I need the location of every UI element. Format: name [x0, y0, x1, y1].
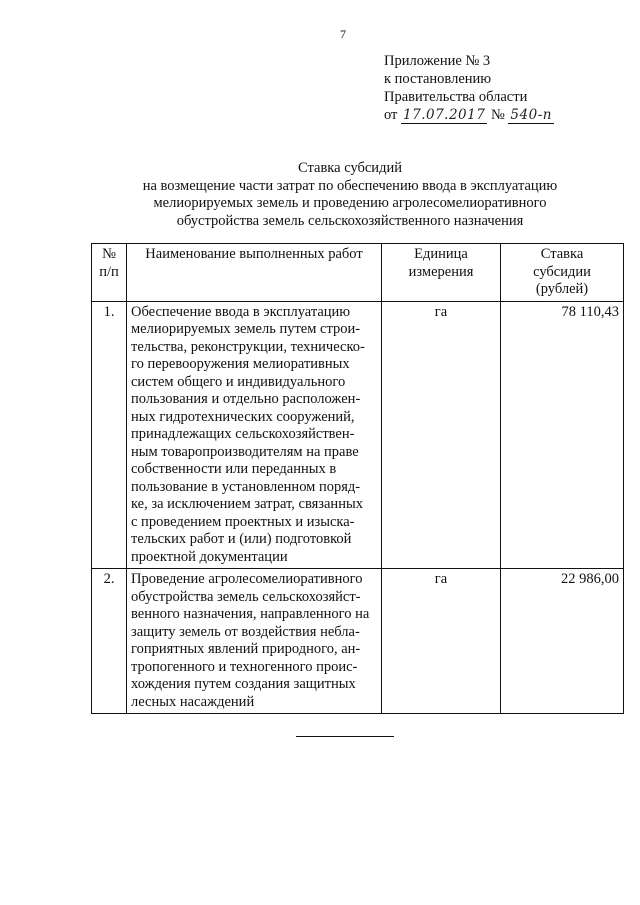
row-text-line: с проведением проектных и изыска- — [131, 513, 355, 530]
row-rate: 22 986,00 — [501, 569, 624, 714]
appendix-resolution-label: к постановлению — [384, 71, 492, 87]
row-text-line: собственности или переданных в — [131, 461, 337, 477]
appendix-date-line — [384, 106, 554, 124]
header-rate — [501, 244, 624, 302]
row-number: 1. — [92, 301, 127, 569]
row-text-line: тельства, реконструкции, техническо- — [131, 338, 365, 355]
row-number: 2. — [92, 569, 127, 714]
row-text-line: Обеспечение ввода в эксплуатацию — [131, 303, 351, 320]
table-row — [92, 301, 624, 569]
row-text-line: ных гидротехнических сооружений, — [131, 408, 355, 425]
header-rate-line: Ставка — [540, 246, 584, 262]
table-row — [92, 569, 624, 714]
header-number-line: п/п — [99, 263, 119, 280]
row-text-line: пользования и отдельно расположен- — [131, 391, 361, 407]
row-unit: га — [382, 301, 501, 569]
subsidy-rate-table — [91, 243, 624, 714]
row-work-name — [127, 301, 382, 569]
row-rate: 78 110,43 — [501, 301, 624, 569]
row-text-line: обустройства земель сельскохозяйст- — [131, 588, 361, 605]
row-text-line: го перевооружения мелиоративных — [131, 356, 350, 372]
title-line: на возмещение части затрат по обеспечению ввода в эксплуатацию — [142, 177, 558, 194]
header-unit-line: Единица — [414, 246, 468, 262]
row-text-line: венного назначения, направленного на — [131, 606, 370, 622]
row-unit: га — [382, 569, 501, 714]
header-rate-line: субсидии — [533, 263, 591, 280]
row-text-line: мелиорируемых земель путем строи- — [131, 321, 361, 337]
row-text-line: ным товаропроизводителям на праве — [131, 443, 359, 460]
row-text-line: проектной документации — [131, 548, 288, 565]
resolution-number: 540-п — [510, 107, 552, 123]
header-unit — [382, 244, 501, 302]
resolution-date: 17.07.2017 — [403, 107, 486, 123]
row-text-line: систем общего и индивидуального — [131, 373, 346, 390]
from-label: от — [384, 107, 398, 123]
page-number: 7 — [340, 27, 346, 41]
header-unit-line: измерения — [408, 263, 474, 280]
row-text-line: Проведение агролесомелиоративного — [131, 571, 363, 587]
row-work-name — [127, 569, 382, 714]
header-number — [92, 244, 127, 302]
document-title — [90, 160, 610, 230]
appendix-number: Приложение № 3 — [384, 53, 491, 69]
appendix-header — [384, 52, 554, 124]
title-line: мелиорируемых земель и проведению агролесомелиоративного — [153, 195, 547, 211]
end-of-document-rule — [296, 736, 394, 737]
header-number-line: № — [102, 246, 116, 262]
appendix-government-label: Правительства области — [384, 89, 528, 105]
row-text-line: принадлежащих сельскохозяйствен- — [131, 426, 355, 442]
table-header-row — [92, 244, 624, 302]
row-text-line: тельских работ и (или) подготовкой — [131, 531, 352, 547]
row-text-line: лесных насаждений — [131, 693, 255, 710]
header-rate-line: (рублей) — [535, 281, 589, 297]
title-line: обустройства земель сельскохозяйственного назначения — [176, 212, 524, 229]
title-line: Ставка субсидий — [298, 160, 402, 176]
row-text-line: ке, за исключением затрат, связанных — [131, 496, 363, 512]
row-text-line: хождения путем создания защитных — [131, 676, 356, 692]
header-work-name: Наименование выполненных работ — [127, 244, 382, 302]
row-text-line: тропогенного и техногенного проис- — [131, 658, 358, 675]
number-sign: № — [490, 107, 505, 123]
row-text-line: защиту земель от воздействия небла- — [131, 623, 360, 640]
row-text-line: гоприятных явлений природного, ан- — [131, 641, 361, 657]
row-text-line: пользование в установленном поряд- — [131, 478, 361, 495]
